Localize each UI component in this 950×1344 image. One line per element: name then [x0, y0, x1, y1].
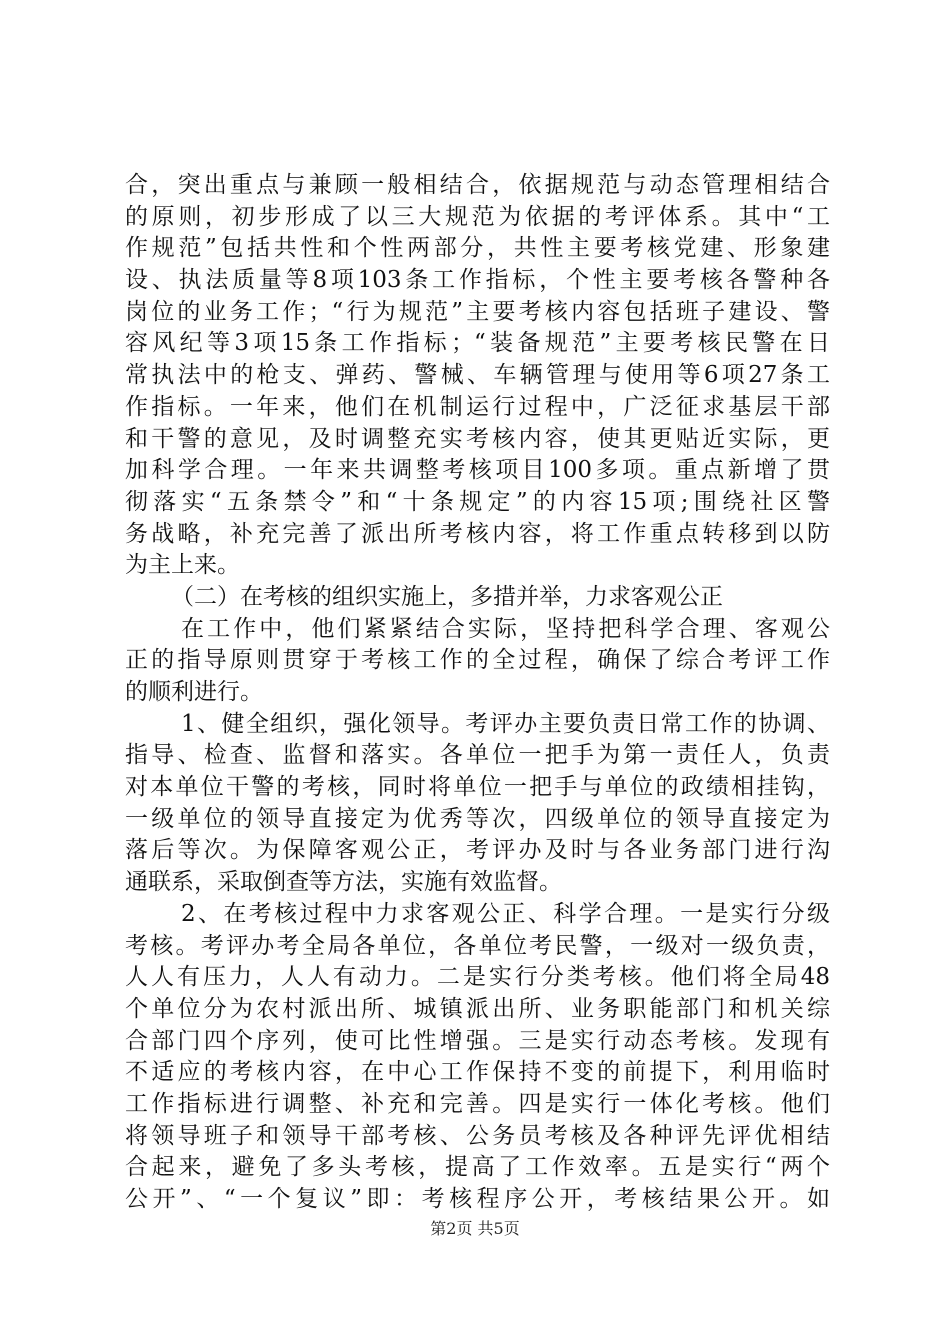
text-line: 对本单位干警的考核，同时将单位一把手与单位的政绩相挂钩， — [125, 774, 830, 801]
text-line: 在工作中，他们紧紧结合实际，坚持把科学合理、客观公 — [181, 615, 830, 642]
text-line: 务战略，补充完善了派出所考核内容，将工作重点转移到以防 — [125, 520, 830, 547]
text-line: 作指标。一年来，他们在机制运行过程中，广泛征求基层干部 — [125, 393, 830, 420]
text-line: 工作指标进行调整、补充和完善。四是实行一体化考核。他们 — [125, 1090, 830, 1117]
text-line: 将领导班子和领导干部考核、公务员考核及各种评先评优相结 — [125, 1122, 830, 1149]
paragraph-3 — [125, 709, 830, 899]
text-line: 合部门四个序列，使可比性增强。三是实行动态考核。发现有 — [125, 1027, 830, 1054]
text-line: 为主上来。 — [125, 552, 240, 579]
text-line: 合，突出重点与兼顾一般相结合，依据规范与动态管理相结合 — [125, 172, 830, 198]
text-line: 不适应的考核内容，在中心工作保持不变的前提下，利用临时 — [125, 1059, 830, 1086]
text-line: 的顺利进行。 — [125, 679, 263, 705]
text-line: 合起来，避免了多头考核，提高了工作效率。五是实行“两个 — [125, 1154, 830, 1181]
text-line: 作规范”包括共性和个性两部分，共性主要考核党建、形象建 — [125, 235, 830, 262]
body-text — [125, 170, 830, 1216]
text-line: 1、健全组织，强化领导。考评办主要负责日常工作的协调、 — [181, 710, 830, 737]
text-line: 加科学合理。一年来共调整考核项目100多项。重点新增了贯 — [125, 457, 830, 484]
text-line: 一级单位的领导直接定为优秀等次，四级单位的领导直接定为 — [125, 805, 830, 832]
page-footer: 第2页 共5页 — [430, 1219, 520, 1238]
text-line: 彻落实“五条禁令”和“十条规定”的内容15项;围绕社区警 — [125, 488, 830, 515]
text-line: 2、在考核过程中力求客观公正、科学合理。一是实行分级 — [181, 900, 830, 927]
text-line: 落后等次。为保障客观公正，考评办及时与各业务部门进行沟 — [125, 837, 830, 864]
text-line: 个单位分为农村派出所、城镇派出所、业务职能部门和机关综 — [125, 995, 830, 1022]
text-line: 和干警的意见，及时调整充实考核内容，使其更贴近实际，更 — [125, 425, 830, 452]
text-line: 指导、检查、监督和落实。各单位一把手为第一责任人，负责 — [125, 742, 830, 769]
text-line: 公开”、“一个复议”即：考核程序公开，考核结果公开。如 — [125, 1186, 830, 1212]
text-line: 设、执法质量等8项103条工作指标，个性主要考核各警种各 — [125, 267, 830, 294]
paragraph-1 — [125, 170, 830, 582]
text-line: 正的指导原则贯穿于考核工作的全过程，确保了综合考评工作 — [125, 647, 830, 674]
text-line: 岗位的业务工作；“行为规范”主要考核内容包括班子建设、警 — [125, 298, 830, 325]
text-line: 人人有压力，人人有动力。二是实行分类考核。他们将全局48 — [125, 964, 830, 991]
text-line: 的原则，初步形成了以三大规范为依据的考评体系。其中“工 — [125, 203, 830, 230]
text-line: 通联系，采取倒查等方法，实施有效监督。 — [125, 869, 562, 896]
text-line: 容风纪等3项15条工作指标；“装备规范”主要考核民警在日 — [125, 330, 830, 357]
text-line: 常执法中的枪支、弹药、警械、车辆管理与使用等6项27条工 — [125, 362, 830, 389]
text-line: 考核。考评办考全局各单位，各单位考民警，一级对一级负责， — [125, 932, 830, 959]
paragraph-2 — [125, 614, 830, 709]
section-heading: （二）在考核的组织实施上，多措并举，力求客观公正 — [171, 583, 723, 610]
paragraph-4 — [125, 899, 830, 1216]
